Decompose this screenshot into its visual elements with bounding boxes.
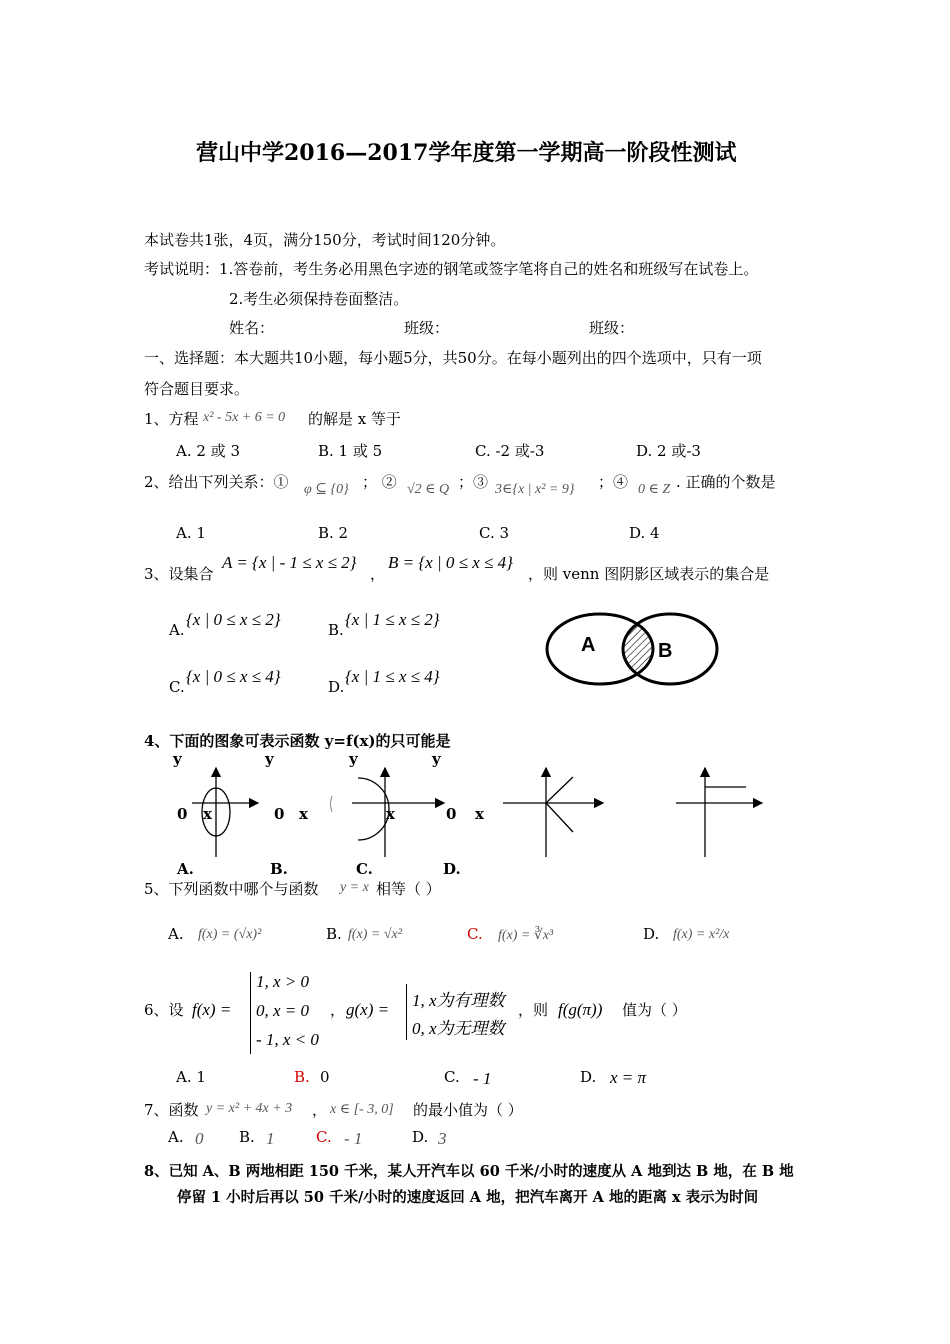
q6-option-a: A. 1 [176, 1068, 206, 1086]
q1-option-a: A. 2 或 3 [176, 442, 240, 460]
q4-x-label-b: x [299, 805, 308, 823]
q7-option-a-label: A. [168, 1128, 184, 1146]
q7-expr: y = x² + 4x + 3 [206, 1101, 293, 1116]
q6-g-case-1: 1, x为有理数 [412, 991, 505, 1010]
q6-f-brace [250, 972, 251, 1054]
q7-mid: ， [312, 1101, 328, 1119]
q2-option-d: D. 4 [629, 524, 660, 542]
q1-prefix: 1、方程 [144, 410, 199, 428]
section-heading-line-2: 符合题目要求。 [144, 380, 250, 398]
q6-option-b-label: B. [294, 1068, 310, 1086]
q6-fg: f(g(π)) [558, 1000, 603, 1019]
class-label-2: 班级： [589, 319, 635, 337]
q4-option-b: B. [270, 860, 288, 878]
q7-option-d: 3 [438, 1129, 447, 1148]
q1-option-b: B. 1 或 5 [318, 442, 383, 460]
q5-expr: y = x [340, 880, 369, 895]
q3-option-c: {x | 0 ≤ x ≤ 4} [186, 667, 281, 686]
venn-label-b: B [658, 640, 673, 662]
q4-x-label-c: x [386, 805, 395, 823]
intro-line-3: 2.考生必须保持卷面整洁。 [229, 290, 409, 308]
q7-option-c: - 1 [344, 1129, 363, 1148]
q1-option-d: D. 2 或-3 [636, 442, 701, 460]
q3-set-a: A = {x | - 1 ≤ x ≤ 2} [222, 553, 357, 572]
q4-y-label-b: y [265, 750, 274, 768]
q7-option-d-label: D. [412, 1128, 429, 1146]
q3-set-b: B = {x | 0 ≤ x ≤ 4} [388, 553, 513, 572]
q2-option-b: B. 2 [318, 524, 349, 542]
q5-prefix: 5、下列函数中哪个与函数 [144, 880, 319, 898]
q7-suffix: 的最小值为（ ） [413, 1101, 523, 1119]
q5-option-b-label: B. [326, 925, 342, 943]
q4-option-c: C. [356, 860, 373, 878]
q3-comma: ， [370, 565, 386, 583]
q3-prefix: 3、设集合 [144, 565, 214, 583]
q5-option-a: f(x) = (√x)² [198, 927, 262, 942]
q4-option-a: A. [177, 860, 194, 878]
q2-relation-1: φ ⊆ {0} [304, 482, 349, 497]
q8-line-2: 停留 1 小时后再以 50 千米/小时的速度返回 A 地，把汽车离开 A 地的距离 x 表示为时间 [177, 1189, 759, 1206]
q2-relation-2: √2 ∈ Q [407, 482, 450, 497]
q7-prefix: 7、函数 [144, 1101, 199, 1119]
q2-sep-2: ； ② [362, 473, 397, 491]
q3-option-a: {x | 0 ≤ x ≤ 2} [186, 610, 281, 629]
q6-comma: ， [330, 1001, 346, 1019]
q5-option-d: f(x) = x²/x [673, 927, 730, 942]
q4-y-label-c: y [349, 750, 358, 768]
q4-origin-a: 0 [177, 805, 188, 823]
q5-option-c-label: C. [467, 925, 483, 943]
q2-prefix: 2、给出下列关系：① [144, 473, 289, 491]
q5-suffix: 相等（ ） [376, 880, 441, 898]
q8-line-1: 8、已知 A、B 两地相距 150 千米，某人开汽车以 60 千米/小时的速度从 A 地到达 B 地，在 B 地 [144, 1163, 794, 1180]
q3-option-b: {x | 1 ≤ x ≤ 2} [345, 610, 440, 629]
q6-g-lhs: g(x) = [346, 1000, 390, 1019]
q6-option-d: x = π [610, 1068, 647, 1087]
q5-option-b: f(x) = √x² [348, 927, 402, 942]
q2-sep-3: ；③ [458, 473, 489, 491]
intro-line-2: 考试说明：1.答卷前，考生务必用黑色字迹的钢笔或签字笔将自己的姓名和班级写在试卷上。 [144, 260, 759, 278]
q6-option-b: 0 [320, 1068, 330, 1086]
q7-domain: x ∈ [- 3, 0] [330, 1102, 394, 1117]
q4-origin-b: 0 [274, 805, 285, 823]
q6-g-brace [406, 984, 407, 1040]
q7-option-c-label: C. [316, 1128, 332, 1146]
q3-option-a-label: A. [169, 621, 185, 639]
intro-line-1: 本试卷共1张，4页，满分150分，考试时间120分钟。 [144, 231, 506, 249]
q6-f-case-3: - 1, x < 0 [256, 1030, 319, 1049]
q3-suffix: ，则 venn 图阴影区域表示的集合是 [528, 565, 770, 583]
q2-suffix: . 正确的个数是 [676, 473, 776, 491]
q2-option-a: A. 1 [176, 524, 206, 542]
graph-step [676, 768, 762, 857]
q4-x-label-a: x [203, 805, 212, 823]
q1-suffix: 的解是 x 等于 [308, 410, 401, 428]
q6-suffix: 值为（ ） [622, 1001, 687, 1019]
q6-option-d-label: D. [580, 1068, 597, 1086]
q4-option-d: D. [443, 860, 461, 878]
q6-f-case-2: 0, x = 0 [256, 1001, 310, 1020]
name-label: 姓名： [229, 319, 275, 337]
q4-x-label-d: x [475, 805, 484, 823]
page-title: 营山中学2016—2017学年度第一学期高一阶段性测试 [196, 140, 737, 166]
q6-f-lhs: f(x) = [192, 1000, 232, 1019]
q7-option-a: 0 [195, 1129, 204, 1148]
q6-option-c: - 1 [473, 1069, 492, 1088]
graph-a [192, 768, 258, 857]
q5-option-a-label: A. [168, 925, 184, 943]
q5-option-d-label: D. [643, 925, 660, 943]
q6-then: ，则 [518, 1001, 549, 1019]
class-label-1: 班级： [404, 319, 450, 337]
q2-sep-4: ；④ [598, 473, 629, 491]
q4-y-label-d: y [432, 750, 441, 768]
q4-stem: 4、下面的图象可表示函数 y=f(x)的只可能是 [144, 732, 451, 750]
q3-option-d-label: D. [328, 678, 345, 696]
q3-option-d: {x | 1 ≤ x ≤ 4} [345, 667, 440, 686]
q2-relation-3: 3∈{x | x² = 9} [495, 482, 575, 497]
q6-option-c-label: C. [444, 1068, 460, 1086]
q2-relation-4: 0 ∈ Z [638, 482, 671, 497]
q1-option-c: C. -2 或-3 [475, 442, 545, 460]
q4-origin-c: 0 [446, 805, 457, 823]
q7-option-b: 1 [266, 1129, 275, 1148]
graph-v [503, 768, 603, 857]
section-heading-line-1: 一、选择题：本大题共10小题，每小题5分，共50分。在每小题列出的四个选项中，只有一项 [144, 349, 762, 367]
q6-prefix: 6、设 [144, 1001, 184, 1019]
q5-option-c: f(x) = ∛x³ [498, 928, 554, 943]
q3-option-c-label: C. [169, 678, 185, 696]
q7-option-b-label: B. [239, 1128, 255, 1146]
q6-g-case-2: 0, x为无理数 [412, 1019, 505, 1038]
q6-f-case-1: 1, x > 0 [256, 972, 310, 991]
q2-option-c: C. 3 [479, 524, 510, 542]
q1-equation: x² - 5x + 6 = 0 [203, 410, 286, 425]
venn-label-a: A [581, 634, 596, 656]
q4-y-label-a: y [173, 750, 182, 768]
q3-option-b-label: B. [328, 621, 344, 639]
